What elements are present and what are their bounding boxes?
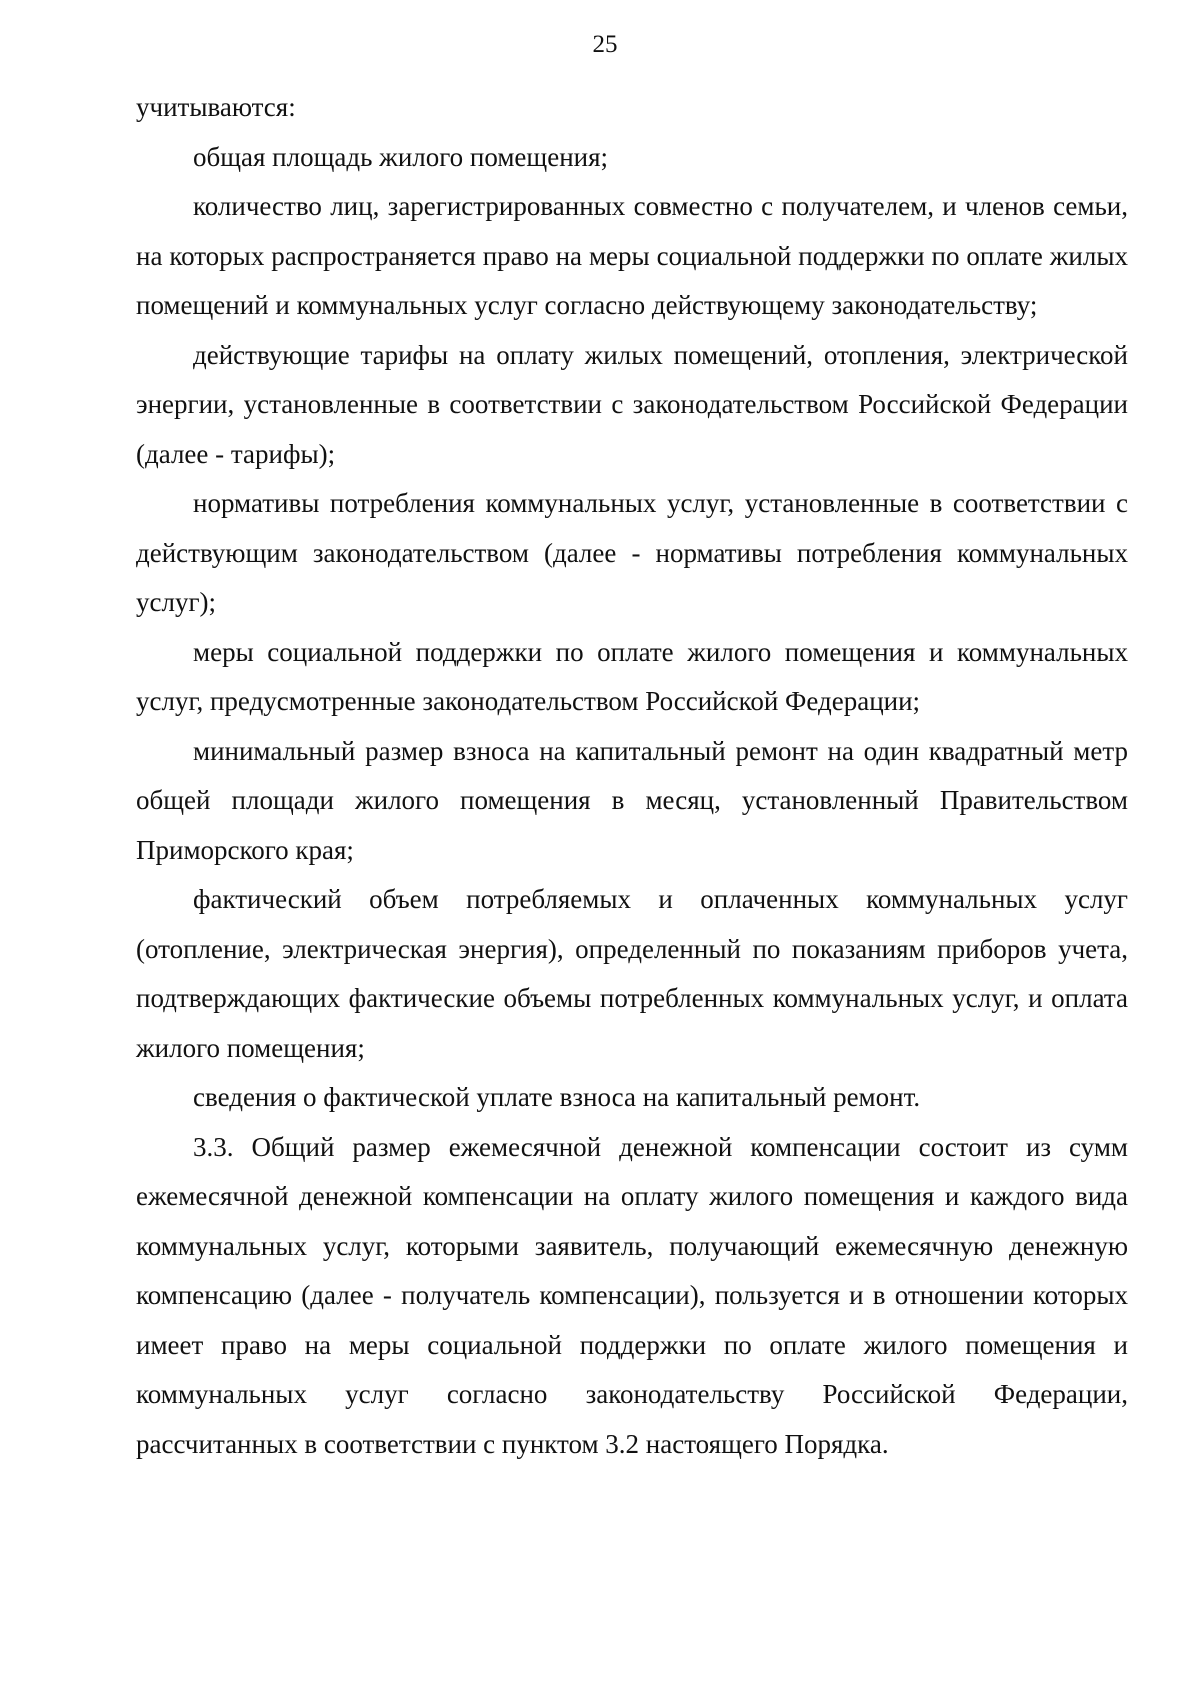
paragraph: учитываются: bbox=[136, 92, 296, 122]
paragraph: нормативы потребления коммунальных услуг, установленные в соответствии с действующим законодательством (далее - нормативы потребления коммунальных услуг); bbox=[136, 488, 1128, 617]
paragraph: фактический объем потребляемых и оплаченных коммунальных услуг (отопление, электрическая энергия), определенный по показаниям приборов учета, подтверждающих фактические объемы потребленных коммунальных услуг, и оплата жилого помещения; bbox=[136, 884, 1128, 1063]
paragraph: минимальный размер взноса на капитальный ремонт на один квадратный метр общей площади жилого помещения в месяц, установленный Правительством Приморского края; bbox=[136, 735, 1128, 865]
paragraph: количество лиц, зарегистрированных совместно с получателем, и членов семьи, на которых распространяется право на меры социальной поддержки по оплате жилых помещений и коммунальных услуг согласно действующему законодательству; bbox=[136, 191, 1128, 320]
paragraph: меры социальной поддержки по оплате жилого помещения и коммунальных услуг, предусмотренные законодательством Российской Федерации; bbox=[136, 636, 1128, 716]
paragraph: действующие тарифы на оплату жилых помещений, отопления, электрической энергии, установленные в соответствии с законодательством Российской Федерации (далее - тарифы); bbox=[136, 339, 1128, 469]
document-body bbox=[136, 83, 1128, 1469]
paragraph: общая площадь жилого помещения; bbox=[193, 141, 609, 172]
page-number: 25 bbox=[592, 31, 618, 58]
paragraph: сведения о фактической уплате взноса на капитальный ремонт. bbox=[193, 1082, 921, 1112]
paragraph: 3.3. Общий размер ежемесячной денежной компенсации состоит из сумм ежемесячной денежной компенсации на оплату жилого помещения и каждого вида коммунальных услуг, которыми заявитель, получающий ежемесячную денежную компенсацию (далее - получатель компенсации), пользуется и в отношении которых имеет право на меры социальной поддержки по оплате жилого помещения и коммунальных услуг согласно законодательству Российской Федерации, рассчитанных в соответствии с пунктом 3.2 настоящего Порядка. bbox=[136, 1131, 1128, 1459]
